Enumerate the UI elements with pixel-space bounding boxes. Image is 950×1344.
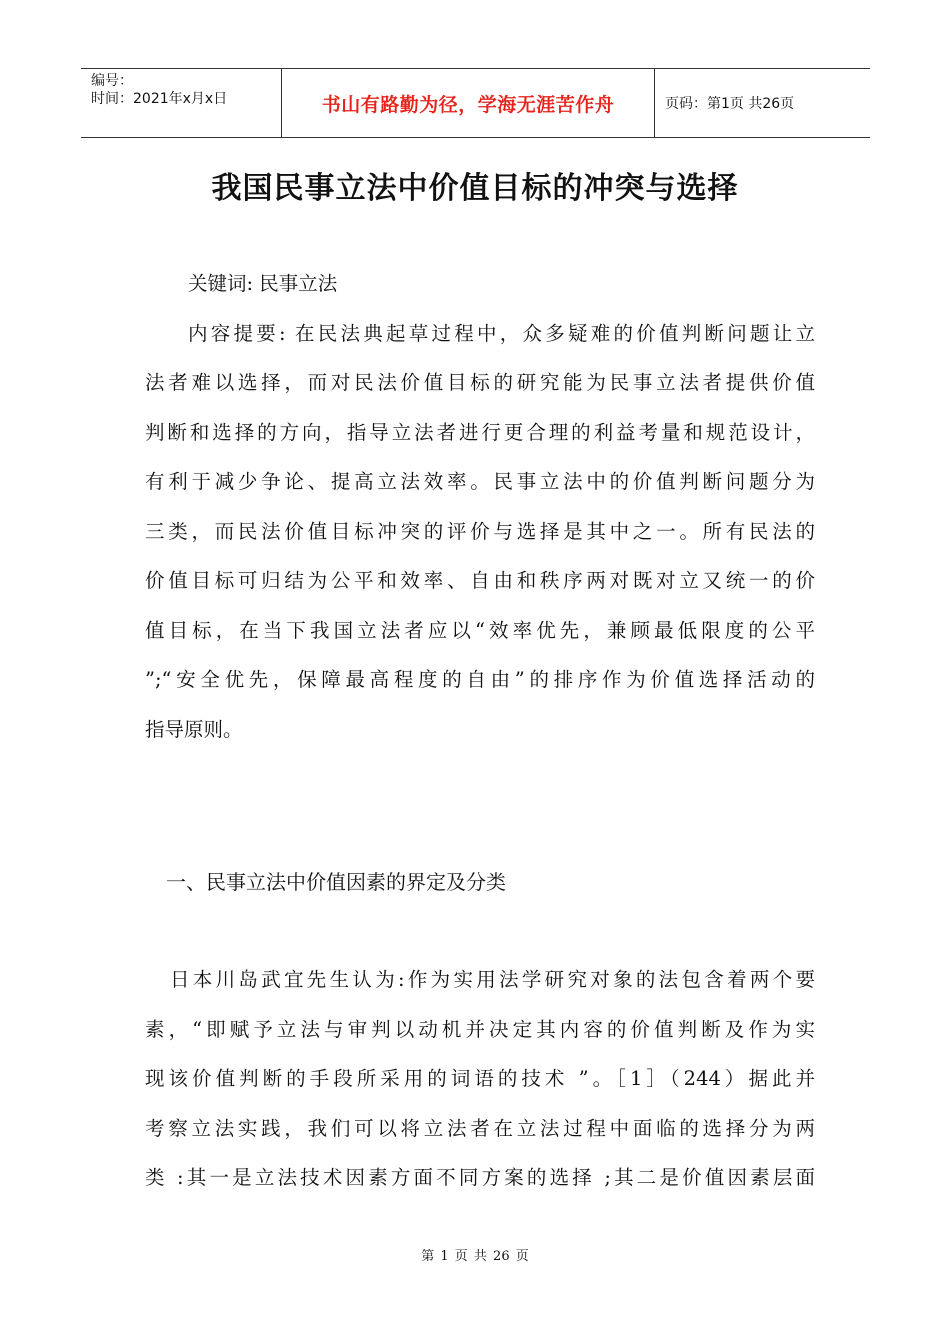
body-line: 考察立法实践，我们可以将立法者在立法过程中面临的选择分为两	[145, 1116, 815, 1140]
header-page-cell	[655, 69, 870, 137]
header-meta-cell	[81, 69, 282, 137]
abstract-line: 值目标，在当下我国立法者应以“效率优先，兼顾最低限度的公平	[145, 618, 815, 642]
page-footer: 第 1 页 共 26 页	[421, 1249, 529, 1264]
abstract-line: 指导原则。	[145, 717, 243, 741]
document-title: 我国民事立法中价值目标的冲突与选择	[211, 171, 739, 206]
abstract-line: 法者难以选择，而对民法价值目标的研究能为民事立法者提供价值	[145, 371, 815, 394]
body-line: 类 :其一是立法技术因素方面不同方案的选择 ;其二是价值因素层面	[145, 1166, 815, 1189]
document-number-label: 编号：	[91, 73, 133, 89]
body-line: 日本川岛武宜先生认为:作为实用法学研究对象的法包含着两个要	[170, 968, 815, 991]
abstract-line: 内容提要: 在民法典起草过程中，众多疑难的价值判断问题让立	[188, 321, 815, 345]
body-line: 素，“即赋予立法与审判以动机并决定其内容的价值判断及作为实	[145, 1017, 815, 1041]
abstract-line: 价值目标可归结为公平和效率、自由和秩序两对既对立又统一的价	[145, 569, 815, 592]
header-motto-cell	[282, 69, 655, 137]
motto-text: 书山有路勤为径，学海无涯苦作舟	[321, 93, 615, 116]
document-time-label: 时间：2021年x月x日	[91, 91, 228, 107]
abstract-line: 三类，而民法价值目标冲突的评价与选择是其中之一。所有民法的	[145, 519, 815, 543]
header-table	[81, 68, 870, 138]
section-heading: 一、民事立法中价值因素的界定及分类	[166, 870, 506, 894]
keywords-line: 关键词: 民事立法	[188, 272, 338, 295]
section-body	[145, 955, 815, 1203]
abstract-line: 有利于减少争论、提高立法效率。民事立法中的价值判断问题分为	[145, 470, 815, 493]
abstract-line: 判断和选择的方向，指导立法者进行更合理的利益考量和规范设计，	[145, 420, 815, 444]
abstract-block	[145, 259, 815, 754]
body-line: 现该价值判断的手段所采用的词语的技术 ”。［1］（244）据此并	[145, 1067, 815, 1090]
abstract-line: ”;“安全优先，保障最高程度的自由”的排序作为价值选择活动的	[145, 668, 815, 691]
page-info: 页码：第1页 共26页	[665, 96, 795, 112]
